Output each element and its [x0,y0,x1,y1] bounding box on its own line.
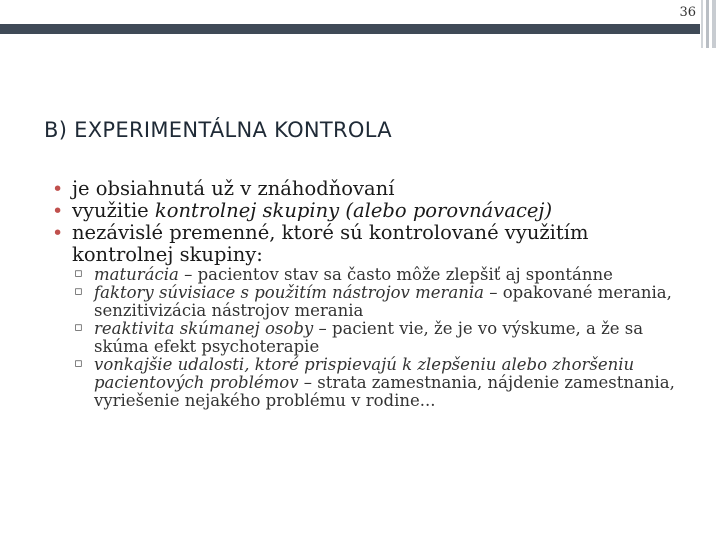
sub-bullet-italic: faktory súvisiace s použitím nástrojov merania [94,283,484,302]
sub-bullet-text: – strata zamestnania, nájdenie zamestnania, vyriešenie nejakého problému v rodine... [94,373,675,410]
sub-bullet-italic: maturácia [94,265,179,284]
slide-number: 36 [679,5,696,20]
decorative-stripe [712,0,716,48]
sub-bullet-text: – opakované merania, senzitivizácia nástrojov merania [94,283,672,320]
sub-bullet-item [74,266,692,284]
sub-bullet-item [74,320,692,356]
sub-bullet-item [74,356,692,410]
header-bar [0,24,700,34]
sub-bullet-text: – pacient vie, že je vo výskume, a že sa skúma efekt psychoterapie [94,319,644,356]
square-bullet-icon: ▫ [74,284,83,299]
bullet-icon: • [52,222,64,244]
bullet-item [52,222,692,266]
square-bullet-icon: ▫ [74,320,83,335]
bullet-icon: • [52,178,64,200]
bullet-text: nezávislé premenné, ktoré sú kontrolované využitím kontrolnej skupiny: [72,221,589,266]
bullet-icon: • [52,200,64,222]
decorative-stripe [701,0,703,48]
square-bullet-icon: ▫ [74,266,83,281]
sub-bullet-item [74,284,692,320]
bullet-text-italic: kontrolnej skupiny (alebo porovnávacej) [154,199,553,222]
bullet-text: využitie [72,199,155,222]
bullet-item [52,178,692,200]
sub-bullet-italic: vonkajšie udalosti, ktoré prispievajú k zlepšeniu alebo zhoršeniu pacientových problémov [94,355,635,392]
content-list [52,178,692,410]
decorative-stripe [706,0,709,48]
bullet-item [52,200,692,222]
sub-list [52,266,692,410]
bullet-text: je obsiahnutá už v znáhodňovaní [72,177,395,200]
square-bullet-icon: ▫ [74,356,83,371]
sub-bullet-italic: reaktivita skúmanej osoby [94,319,314,338]
sub-bullet-text: – pacientov stav sa často môže zlepšiť aj spontánne [178,265,613,284]
slide-title: B) EXPERIMENTÁLNA KONTROLA [44,118,392,142]
